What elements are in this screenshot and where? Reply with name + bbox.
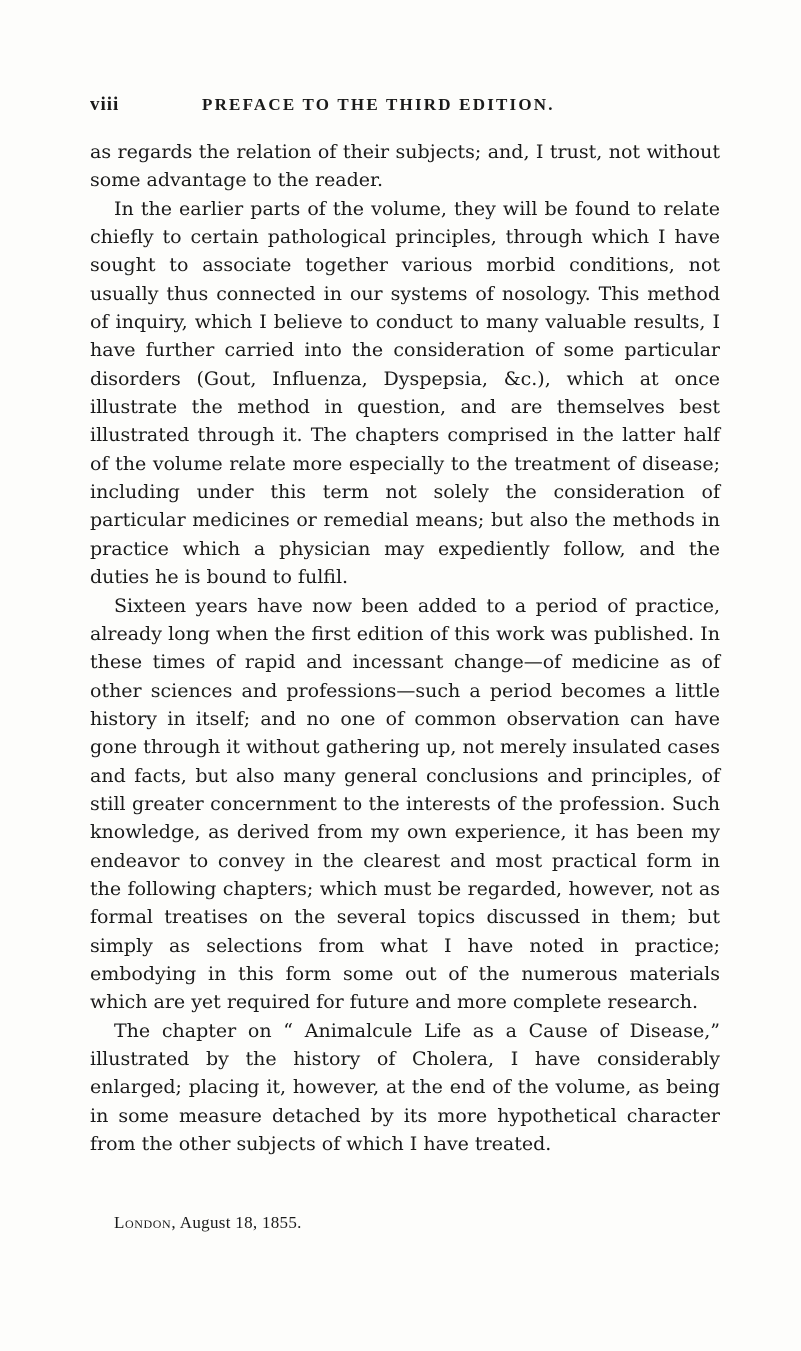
signoff-date: August 18, 1855.: [179, 1213, 302, 1232]
paragraph-continuation: as regards the relation of their subjects; and, I trust, not without some advantage to the reader.: [90, 141, 720, 192]
signoff-place: London,: [114, 1213, 177, 1232]
paragraph-earlier-parts: In the earlier parts of the volume, they will be found to relate chiefly to certain pathological principles, through which I have sought to associate together various morbid conditions, not usually thus connected in our systems of nosology. This method of inquiry, which I believe to conduct to many valuable results, I have further carried into the consideration of some particular disorders (Gout, Influenza, Dyspepsia, &c.), which at once illustrate the method in question, and are themselves best illustrated through it. The chapters comprised in the latter half of the volume relate more especially to the treatment of disease; including under this term not solely the consideration of particular medicines or remedial means; but also the methods in practice which a physician may expediently follow, and the duties he is bound to fulfil.: [90, 197, 720, 589]
body-text: [90, 138, 720, 1158]
running-head: [90, 93, 720, 117]
signoff: [114, 1211, 302, 1235]
page-number: viii: [90, 94, 120, 115]
running-title: PREFACE TO THE THIRD EDITION.: [202, 95, 555, 114]
paragraph-animalcule-chapter: The chapter on “ Animalcule Life as a Cause of Disease,” illustrated by the history of Cholera, I have considerably enlarged; placing it, however, at the end of the volume, as being in some measure detached by its more hypothetical character from the other subjects of which I have treated.: [90, 1019, 720, 1156]
paragraph-sixteen-years: Sixteen years have now been added to a period of practice, already long when the first edition of this work was published. In these times of rapid and incessant change—of medicine as of other sciences and professions—such a period becomes a little history in itself; and no one of common observation can have gone through it without gathering up, not merely insulated cases and facts, but also many general conclusions and principles, of still greater concernment to the interests of the profession. Such knowledge, as derived from my own experience, it has been my endeavor to convey in the clearest and most practical form in the following chapters; which must be regarded, however, not as formal treatises on the several topics discussed in them; but simply as selections from what I have noted in practice; embodying in this form some out of the numerous materials which are yet required for future and more complete research.: [90, 594, 720, 1014]
